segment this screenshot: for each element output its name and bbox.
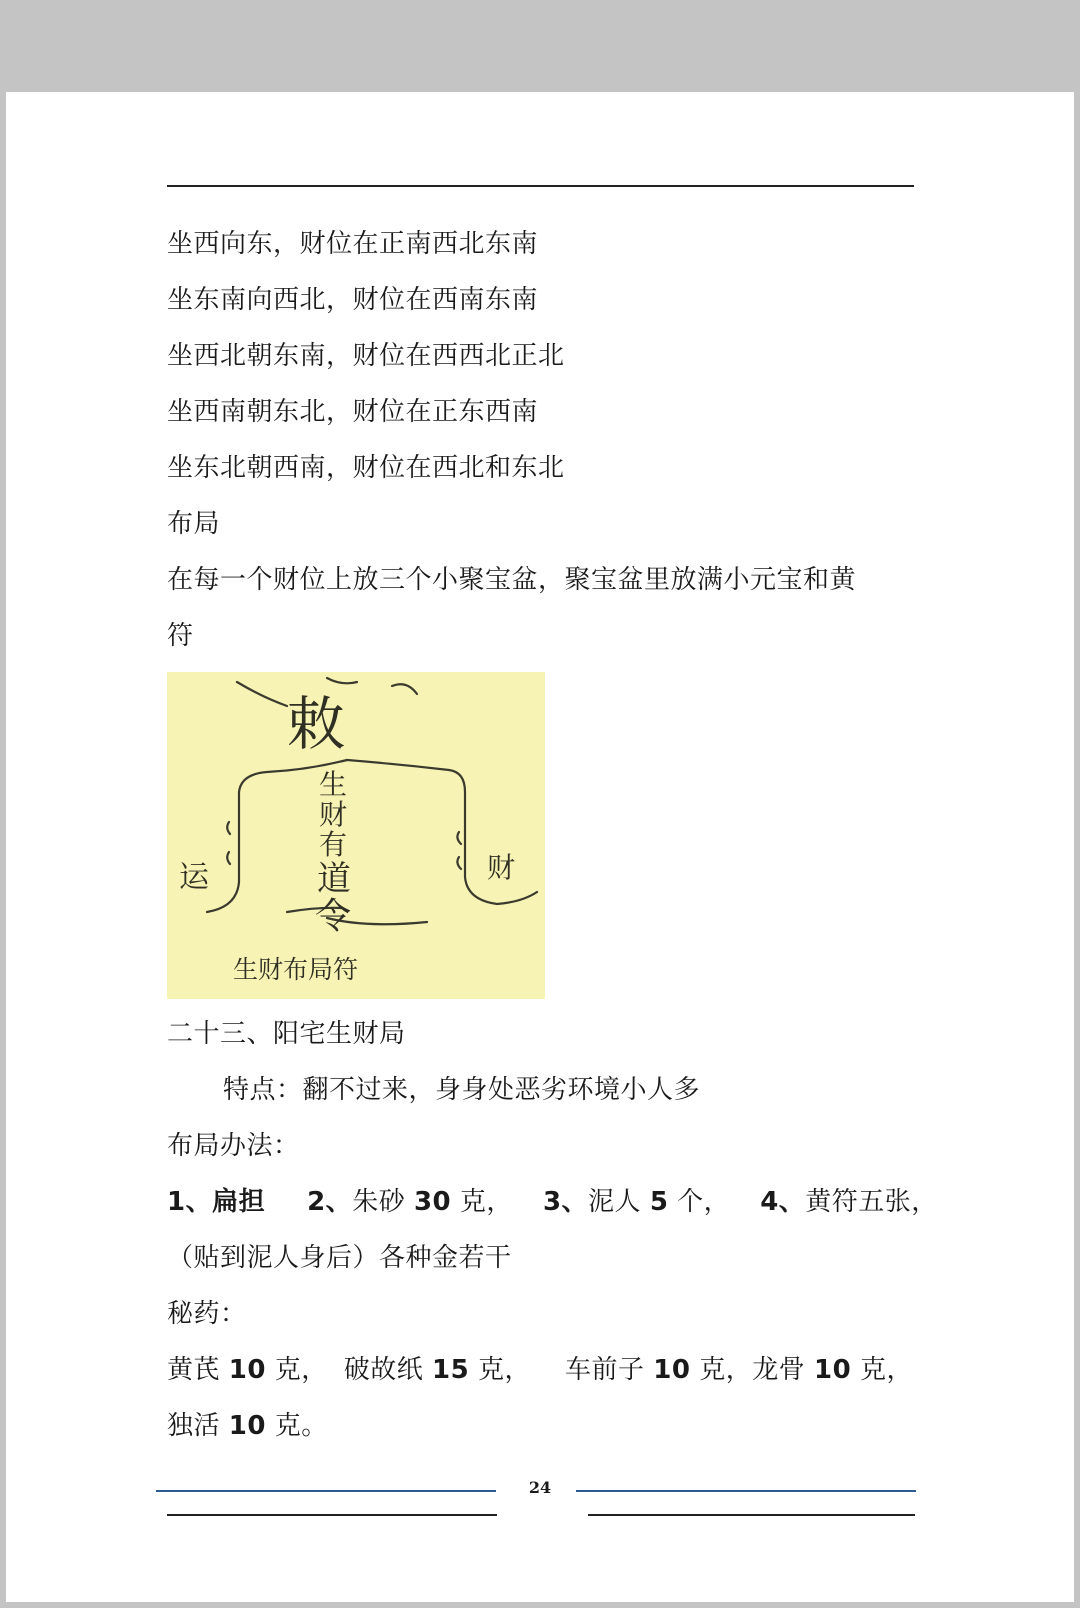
item3-amount: 5 [649, 1187, 669, 1217]
talisman-photo [167, 672, 545, 999]
text-line-8: 符 [167, 621, 194, 651]
document-page [6, 92, 1074, 1602]
footer-rule-left [156, 1490, 496, 1492]
herb-5-unit: 克。 [274, 1411, 328, 1441]
herb-5-amount: 10 [228, 1411, 266, 1441]
text-line-1: 坐西向东，财位在正南西北东南 [167, 229, 539, 259]
materials-line-1 [167, 1185, 938, 1219]
talisman-char-5: 令 [315, 896, 352, 937]
talisman-top-char: 敕 [287, 690, 346, 758]
text-line-4: 坐西南朝东北，财位在正东西南 [167, 397, 539, 427]
talisman-right-char: 财 [487, 851, 516, 884]
page-number: 24 [528, 1478, 552, 1497]
talisman-char-1: 生 [319, 768, 348, 801]
herb-1-amount: 10 [228, 1355, 266, 1385]
text-line-2: 坐东南向西北，财位在西南东南 [167, 285, 539, 315]
item2-amount: 30 [413, 1187, 452, 1217]
talisman-caption: 生财布局符 [233, 955, 359, 984]
item2-num: 2、 [307, 1187, 353, 1217]
herbs-line-1 [167, 1353, 913, 1387]
footer-underline-left [167, 1514, 497, 1516]
header-rule [167, 185, 914, 187]
feature-line: 特点：翻不过来，身身处恶劣环境小人多 [223, 1075, 701, 1105]
herb-2-name: 破故纸 [343, 1355, 424, 1385]
herb-1-name: 黄芪 [167, 1355, 221, 1385]
materials-line-2: （贴到泥人身后）各种金若干 [167, 1243, 512, 1273]
secret-label: 秘药： [167, 1299, 247, 1329]
talisman-drawing [167, 672, 545, 999]
page-footer [6, 1470, 1074, 1510]
item4-num: 4、 [760, 1187, 806, 1217]
item3-num: 3、 [542, 1187, 589, 1217]
talisman-left-char: 运 [179, 860, 209, 895]
herb-2-amount: 15 [432, 1355, 470, 1385]
item3-unit: 个， [677, 1187, 731, 1217]
herb-1-unit: 克， [274, 1355, 328, 1385]
item1: 1、扁担 [167, 1187, 266, 1217]
method-label: 布局办法： [167, 1131, 300, 1161]
text-line-7: 在每一个财位上放三个小聚宝盆，聚宝盆里放满小元宝和黄 [167, 565, 857, 595]
herb-5-name: 独活 [167, 1411, 221, 1441]
footer-underline-right [588, 1514, 915, 1516]
talisman-char-4: 道 [317, 859, 351, 899]
herb-4-unit: 克， [859, 1355, 913, 1385]
herbs-line-2 [167, 1409, 328, 1443]
text-line-3: 坐西北朝东南，财位在西西北正北 [167, 341, 565, 371]
section-title: 二十三、阳宅生财局 [167, 1019, 406, 1049]
footer-rule-right [576, 1490, 916, 1492]
talisman-char-3: 有 [319, 828, 348, 861]
item2-unit: 克， [459, 1187, 513, 1217]
herb-3-name: 车前子 [565, 1355, 645, 1385]
talisman-char-2: 财 [319, 798, 348, 831]
herb-3-unit: 克，龙骨 [699, 1355, 806, 1385]
item2-text: 朱砂 [352, 1187, 406, 1217]
layout-heading: 布局 [167, 509, 221, 539]
herb-3-amount: 10 [653, 1355, 691, 1385]
item3-text: 泥人 [588, 1187, 642, 1217]
herb-2-unit: 克， [477, 1355, 531, 1385]
item4-text: 黄符五张， [805, 1187, 938, 1217]
text-line-5: 坐东北朝西南，财位在西北和东北 [167, 453, 565, 483]
herb-4-amount: 10 [814, 1355, 852, 1385]
